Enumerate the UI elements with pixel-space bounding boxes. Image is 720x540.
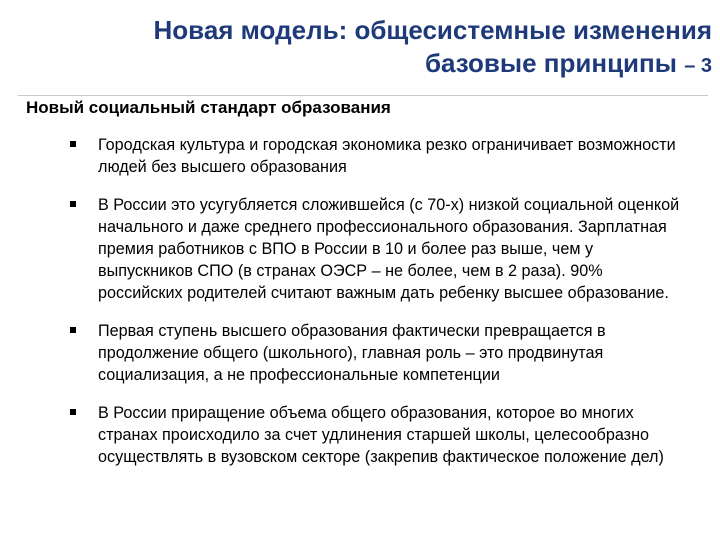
square-bullet-icon bbox=[70, 327, 76, 333]
bullet-item-1 bbox=[70, 134, 690, 178]
bullet-item-2 bbox=[70, 194, 690, 304]
bullet-list bbox=[70, 134, 690, 484]
bullet-item-3 bbox=[70, 320, 690, 386]
title-line-2-suffix: – 3 bbox=[684, 55, 712, 77]
bullet-text-2: В России это усугубляется сложившейся (с 70-х) низкой социальной оценкой начального и даже среднего профессионального образования. Зарплатная премия работников с ВПО в России в 10 и более раз выше, чем у выпускников СПО (в странах ОЭСР – не более, чем в 2 раза). 90% российских родителей считают важным дать ребенку высшее образование. bbox=[98, 196, 680, 302]
subheading: Новый социальный стандарт образования bbox=[26, 98, 391, 117]
slide-title bbox=[154, 14, 712, 83]
title-line-2-main: базовые принципы bbox=[424, 48, 677, 78]
square-bullet-icon bbox=[70, 141, 76, 147]
bullet-item-4 bbox=[70, 402, 690, 468]
square-bullet-icon bbox=[70, 201, 76, 207]
title-line-2 bbox=[154, 47, 712, 83]
bullet-text-3: Первая ступень высшего образования фактически превращается в продолжение общего (школьного), главная роль – это продвинутая социализация, а не профессиональные компетенции bbox=[98, 322, 606, 384]
title-line-1: Новая модель: общесистемные изменения bbox=[153, 15, 712, 45]
title-divider bbox=[18, 95, 708, 96]
bullet-text-1: Городская культура и городская экономика резко ограничивает возможности людей без высшего образования bbox=[98, 136, 676, 176]
square-bullet-icon bbox=[70, 409, 76, 415]
bullet-text-4: В России приращение объема общего образования, которое во многих странах происходило за счет удлинения старшей школы, целесообразно осуществлять в вузовском секторе (закрепив фактическое положение дел) bbox=[98, 404, 664, 466]
